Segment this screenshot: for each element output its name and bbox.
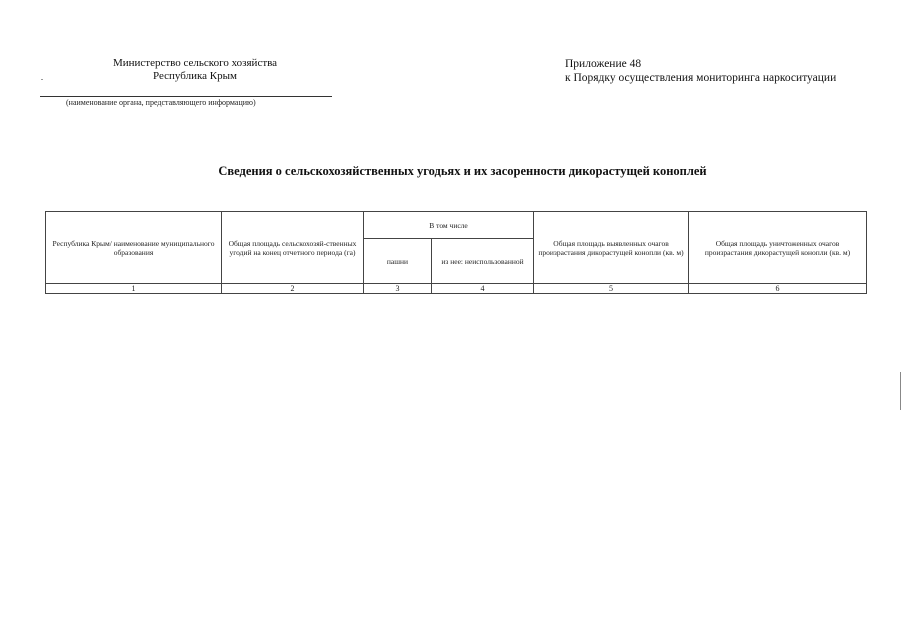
column-number-3: 3 (364, 284, 432, 294)
column-header-including: В том числе (364, 212, 534, 239)
column-number-2: 2 (222, 284, 364, 294)
scan-speck (41, 79, 43, 80)
appendix-reference: к Порядку осуществления мониторинга наркоситуации (565, 72, 837, 84)
column-number-6: 6 (689, 284, 867, 294)
appendix-number: Приложение 48 (565, 58, 642, 70)
column-header-destroyed-area: Общая площадь уничтоженных очагов произрастания дикорастущей конопли (кв. м) (689, 212, 867, 284)
org-name: Министерство сельского хозяйства (112, 57, 278, 69)
scan-edge-mark (900, 372, 901, 410)
org-caption: (наименование органа, представляющего информацию) (66, 98, 256, 107)
column-header-region: Республика Крым/ наименование муниципального образования (46, 212, 222, 284)
column-number-4: 4 (432, 284, 534, 294)
org-region: Республика Крым (153, 70, 237, 82)
column-header-arable: пашни (364, 239, 432, 284)
column-header-detected-area: Общая площадь выявленных очагов произрастания дикорастущей конопли (кв. м) (534, 212, 689, 284)
column-number-5: 5 (534, 284, 689, 294)
report-table (45, 211, 867, 294)
document-title: Сведения о сельскохозяйственных угодьях и их засоренности дикорастущей коноплей (218, 164, 707, 178)
column-header-unused: из нее: неиспользованной (432, 239, 534, 284)
org-underline (40, 96, 332, 97)
column-header-total-area: Общая площадь сельскохозяй-ственных угодий на конец отчетного периода (га) (222, 212, 364, 284)
column-number-1: 1 (46, 284, 222, 294)
